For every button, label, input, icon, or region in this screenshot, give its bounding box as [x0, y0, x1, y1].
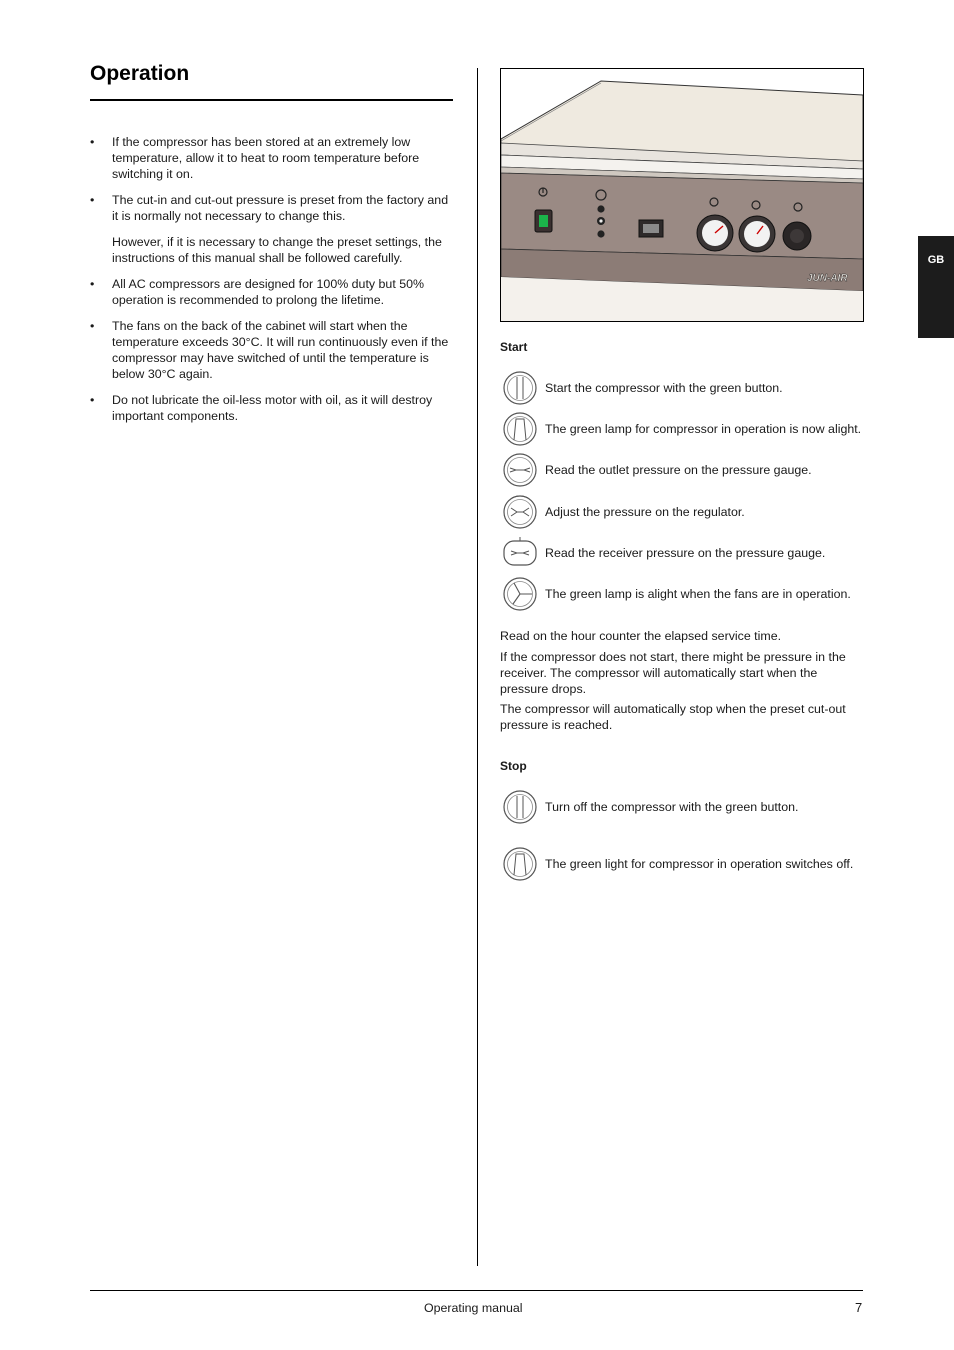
- step-text: Read the receiver pressure on the pressure gauge.: [545, 546, 826, 560]
- bullet-text: The fans on the back of the cabinet will start when the temperature exceeds 30°C. It will run continuously even if the compressor may have switched of until the temperature is below 30°C again.: [112, 319, 449, 381]
- bullet-marker: •: [90, 393, 95, 407]
- bullet-text: All AC compressors are designed for 100% duty but 50% operation is recommended to prolong the lifetime.: [112, 277, 424, 307]
- note-paragraph: The compressor will automatically stop when the preset cut-out pressure is reached.: [500, 702, 846, 732]
- stop-heading: Stop: [500, 759, 527, 773]
- column-divider: [477, 68, 478, 1266]
- step-text: The green lamp for compressor in operation is now alight.: [545, 422, 862, 436]
- lamp-icon: [502, 411, 538, 447]
- step-text: Read the outlet pressure on the pressure gauge.: [545, 463, 812, 477]
- step-row: [502, 452, 882, 488]
- page-number: 7: [855, 1300, 863, 1315]
- bullet-marker: •: [90, 193, 95, 207]
- bullet-marker: •: [90, 135, 95, 149]
- brand-logo: JUN-AIR: [807, 273, 848, 284]
- panel-face: [501, 173, 863, 259]
- power-button-icon: [502, 789, 538, 825]
- bullet-marker: •: [90, 277, 95, 291]
- footer-rule: [90, 1290, 863, 1291]
- list-item: [90, 192, 452, 266]
- receiver-gauge-icon: [502, 535, 538, 571]
- step-row: [502, 494, 882, 530]
- list-item: [90, 318, 452, 382]
- bullet-text-continued: However, if it is necessary to change the preset settings, the instructions of this manual shall be followed carefully.: [112, 235, 442, 265]
- step-text: Adjust the pressure on the regulator.: [545, 505, 745, 519]
- step-row: [502, 370, 882, 406]
- intro-bullet-list: [90, 134, 452, 434]
- step-row: [502, 576, 882, 612]
- green-lamp: [539, 215, 548, 227]
- fan-icon: [502, 576, 538, 612]
- step-text: Start the compressor with the green button.: [545, 381, 783, 395]
- step-row: [502, 411, 882, 447]
- bullet-text: If the compressor has been stored at an extremely low temperature, allow it to heat to room temperature before switching it on.: [112, 135, 420, 181]
- list-item: [90, 134, 452, 182]
- note-paragraph: Read on the hour counter the elapsed service time.: [500, 629, 782, 643]
- regulator-icon: [502, 494, 538, 530]
- step-text: Turn off the compressor with the green button.: [545, 800, 799, 814]
- step-row: [502, 846, 882, 882]
- step-row: [502, 789, 882, 825]
- note-paragraph: If the compressor does not start, there might be pressure in the receiver. The compressor will automatically start when the pressure drops.: [500, 650, 846, 696]
- bullet-text: The cut-in and cut-out pressure is preset from the factory and it is normally not necessary to change this.: [112, 193, 449, 223]
- compressor-control-panel-photo: [500, 68, 864, 322]
- lamp-icon: [502, 846, 538, 882]
- page-title: Operation: [90, 62, 190, 85]
- title-underline: [90, 99, 453, 101]
- outlet-gauge-icon: [502, 452, 538, 488]
- step-row: [502, 535, 882, 571]
- bullet-marker: •: [90, 319, 95, 333]
- language-tab: GB: [918, 236, 954, 338]
- power-button-icon: [502, 370, 538, 406]
- step-text: The green light for compressor in operation switches off.: [545, 857, 854, 871]
- footer-label: Operating manual: [424, 1301, 523, 1315]
- list-item: [90, 276, 452, 308]
- bullet-text: Do not lubricate the oil-less motor with oil, as it will destroy important components.: [112, 393, 433, 423]
- start-heading: Start: [500, 340, 528, 354]
- step-text: The green lamp is alight when the fans are in operation.: [545, 587, 851, 601]
- list-item: [90, 392, 452, 424]
